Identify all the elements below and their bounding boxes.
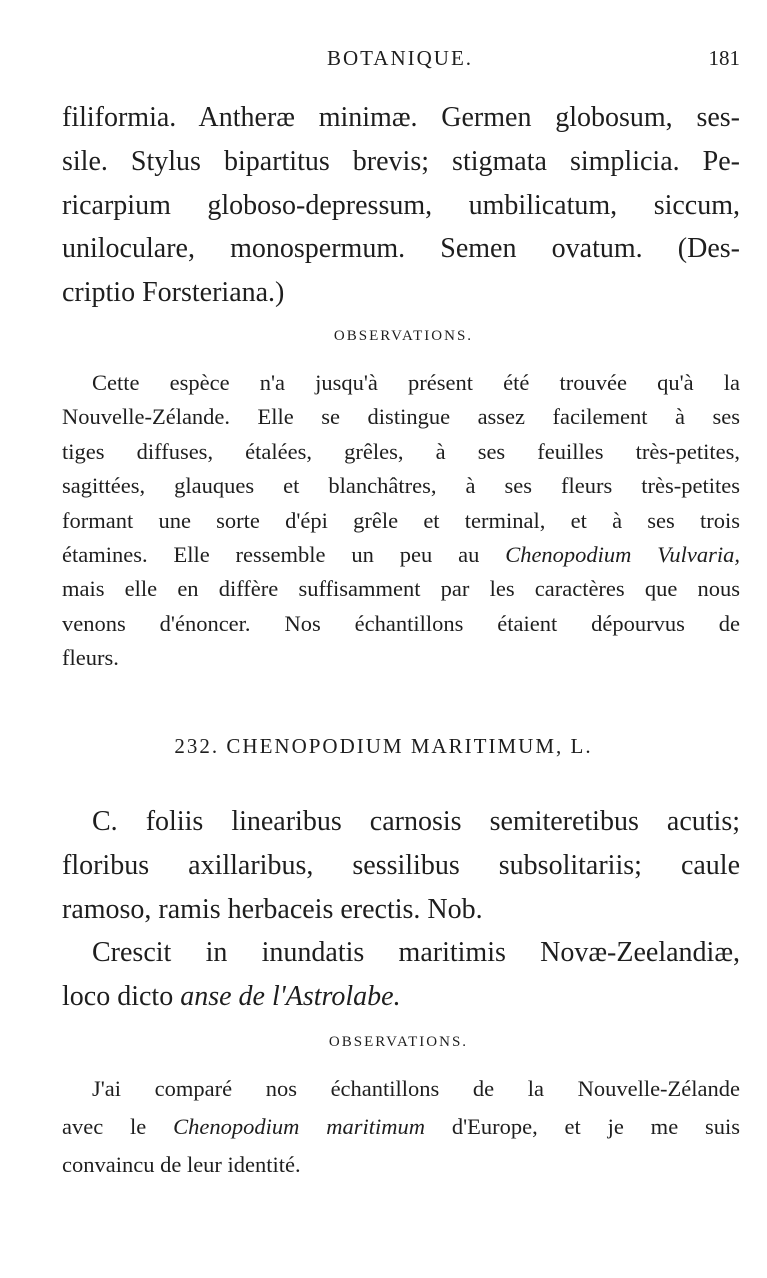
- observations-heading: OBSERVATIONS.: [333, 328, 474, 344]
- observations-paragraph: [62, 1070, 740, 1184]
- running-head: [60, 46, 740, 76]
- text-line: ricarpium globoso-depressum, umbilicatum, siccum,: [62, 189, 740, 221]
- observations-paragraph: [62, 366, 740, 676]
- species-reference: Chenopodium Vulvaria,: [505, 542, 740, 568]
- text-segment: étamines. Elle ressemble un peu au: [62, 542, 480, 568]
- species-description: [62, 800, 740, 1019]
- text-line: sagittées, glauques et blanchâtres, à ses fleurs très-petites: [62, 473, 740, 499]
- text-segment: loco dicto: [62, 981, 174, 1013]
- observations-heading: OBSERVATIONS.: [328, 1034, 469, 1050]
- text-line: C. foliis linearibus carnosis semiteretibus acutis;: [92, 806, 740, 837]
- text-line: ramoso, ramis herbaceis erectis. Nob.: [62, 893, 483, 925]
- page-number: 181: [708, 46, 740, 70]
- text-segment: d'Europe, et je me suis: [451, 1114, 741, 1139]
- text-line: Crescit in inundatis maritimis Novæ-Zeelandiæ,: [92, 937, 740, 969]
- text-line: uniloculare, monospermum. Semen ovatum. (Des-: [62, 233, 740, 265]
- text-line: mais elle en diffère suffisamment par les caractères que nous: [62, 576, 740, 602]
- text-line: convaincu de leur identité.: [62, 1152, 301, 1177]
- text-line: [62, 975, 740, 1019]
- text-line: formant une sorte d'épi grêle et terminal, et à ses trois: [62, 507, 740, 533]
- text-line: Cette espèce n'a jusqu'à présent été trouvée qu'à la: [92, 370, 740, 395]
- text-line: criptio Forsteriana.): [62, 277, 285, 309]
- text-line: venons d'énoncer. Nos échantillons étaient dépourvus de: [62, 610, 740, 636]
- text-line: [62, 1108, 740, 1146]
- locality-name: anse de l'Astrolabe.: [180, 981, 401, 1013]
- text-line: tiges diffuses, étalées, grêles, à ses feuilles très-petites,: [62, 438, 740, 464]
- text-line: Nouvelle-Zélande. Elle se distingue assez facilement à ses: [62, 404, 740, 430]
- latin-description: [62, 96, 740, 315]
- text-line: floribus axillaribus, sessilibus subsolitariis; caule: [62, 849, 740, 881]
- text-line: J'ai comparé nos échantillons de la Nouvelle-Zélande: [92, 1076, 740, 1101]
- species-heading: 232. CHENOPODIUM MARITIMUM, L.: [174, 734, 593, 758]
- text-line: fleurs.: [62, 645, 119, 671]
- text-segment: avec le: [62, 1114, 147, 1139]
- text-line: sile. Stylus bipartitus brevis; stigmata simplicia. Pe-: [62, 145, 740, 177]
- species-reference: Chenopodium maritimum: [173, 1114, 425, 1139]
- text-line: filiformia. Antheræ minimæ. Germen globosum, ses-: [62, 102, 740, 133]
- running-title: BOTANIQUE.: [326, 46, 474, 70]
- text-line: [62, 538, 740, 572]
